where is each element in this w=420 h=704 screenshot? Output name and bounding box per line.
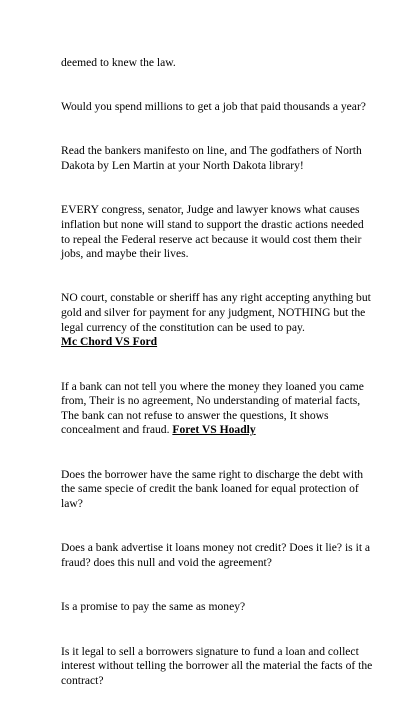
paragraph-text: Would you spend millions to get a job that paid thousands a year? [61, 99, 366, 113]
paragraph-manifesto [61, 130, 377, 174]
paragraph-text: EVERY congress, senator, Judge and lawyer knows what causes inflation but none will stand to support the drastic actions needed to repeal the Federal reserve act because it would cost them their jobs, and maybe their lives. [61, 203, 364, 261]
paragraph-borrower-right [61, 453, 377, 511]
paragraph-advertise [61, 527, 377, 571]
paragraph-text: Read the bankers manifesto on line, and The godfathers of North Dakota by Len Martin at your North Dakota library! [61, 144, 362, 172]
paragraph-text: Does the borrower have the same right to discharge the debt with the same specie of credit the bank loaned for equal protection of law? [61, 467, 364, 510]
document-body [61, 41, 377, 704]
paragraph-millions [61, 85, 377, 114]
paragraph-text: Is a promise to pay the same as money? [61, 600, 246, 614]
paragraph-text: Does a bank advertise it loans money not credit? Does it lie? is it a fraud? does this null and void the agreement? [61, 541, 371, 569]
case-citation: Foret VS Hoadly [172, 423, 256, 437]
case-citation-line [61, 335, 377, 350]
paragraph-text: NO court, constable or sheriff has any right accepting anything but gold and silver for payment for any judgment, NOTHING but the legal currency of the constitution can be used to pay. [61, 291, 371, 334]
paragraph-promise [61, 586, 377, 615]
case-citation: Mc Chord VS Ford [61, 335, 158, 349]
paragraph-congress [61, 189, 377, 262]
paragraph-deemed [61, 41, 377, 70]
paragraph-text: Is it legal to sell a borrowers signature to fund a loan and collect interest without telling the borrower all the material the facts of the contract? [61, 644, 373, 687]
paragraph-bank-tell [61, 365, 377, 438]
paragraph-court [61, 277, 377, 335]
paragraph-signature [61, 630, 377, 688]
paragraph-text: If a bank can not tell you where the money they loaned you came from, Their is no agreement, No understanding of material facts, The bank can not refuse to answer the questions, It shows concealment and fraud. [61, 379, 364, 437]
paragraph-text: deemed to knew the law. [61, 55, 176, 69]
